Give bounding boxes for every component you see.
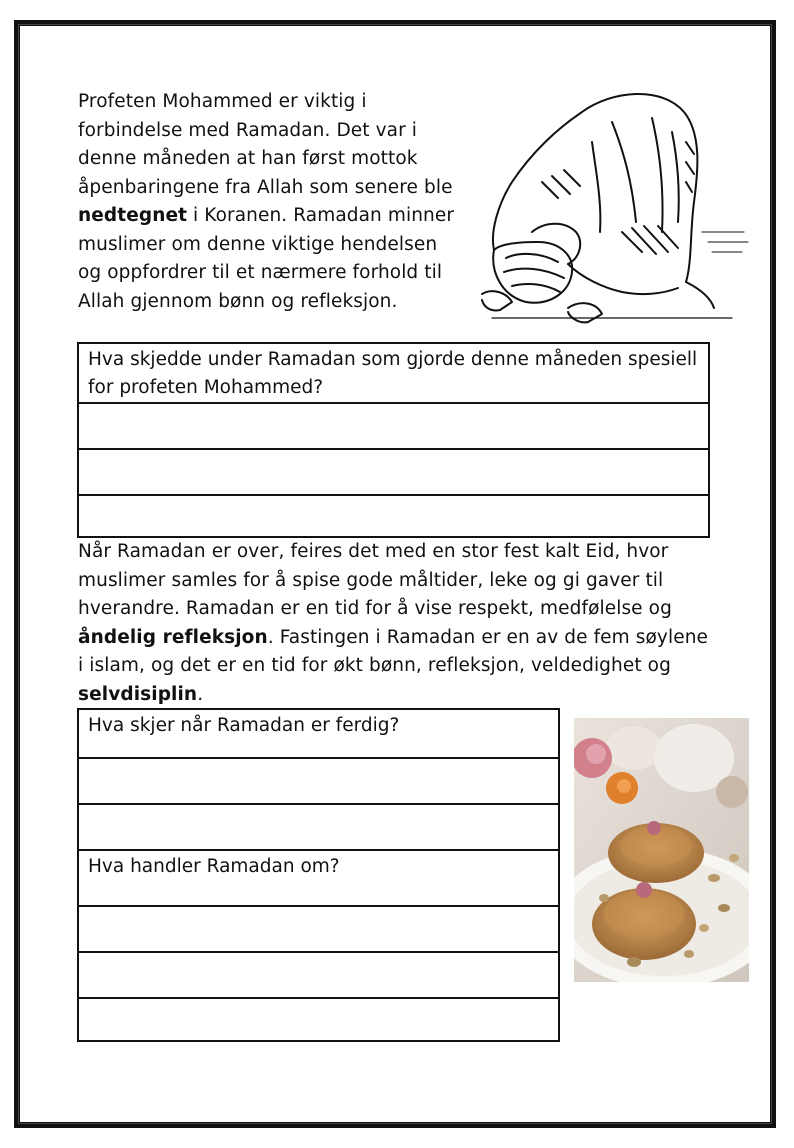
question-text: Hva skjedde under Ramadan som gjorde denne måneden spesiell for profeten Mohammed? [88, 349, 698, 398]
question-row [79, 344, 708, 402]
question-row [79, 849, 558, 905]
dessert-photo [574, 718, 749, 982]
answer-line[interactable] [79, 951, 558, 997]
answer-line[interactable] [79, 494, 708, 536]
question-text: Hva skjer når Ramadan er ferdig? [88, 715, 400, 736]
question-text: Hva handler Ramadan om? [88, 856, 340, 877]
praying-man-illustration [472, 82, 752, 340]
question-box-1 [77, 342, 710, 538]
bold-term: nedtegnet [78, 205, 188, 226]
answer-line[interactable] [79, 997, 558, 1042]
bold-term: selvdisiplin [78, 683, 198, 705]
bold-term: åndelig refleksjon [78, 626, 268, 648]
answer-line[interactable] [79, 757, 558, 803]
eid-paragraph: Når Ramadan er over, feires det med en stor fest kalt Eid, hvor muslimer samles for å spise gode måltider, leke og gi gaver til hverandre. Ramadan er en tid for å vise respekt, medfølelse og åndelig refleksjon. Fastingen i Ramadan er en av de fem søylene i islam, og det er en tid for økt bønn, refleksjon, veldedighet og selvdisiplin. [78, 541, 708, 705]
intro-paragraph: Profeten Mohammed er viktig i forbindelse med Ramadan. Det var i denne måneden at han først mottok åpenbaringene fra Allah som senere ble nedtegnet i Koranen. Ramadan minner muslimer om denne viktige hendelsen og oppfordrer til et nærmere forhold til Allah gjennom bønn og refleksjon. [78, 91, 455, 312]
answer-line[interactable] [79, 448, 708, 494]
answer-line[interactable] [79, 803, 558, 849]
answer-line[interactable] [79, 905, 558, 951]
question-row [79, 710, 558, 757]
question-box-2 [77, 708, 560, 1042]
answer-line[interactable] [79, 402, 708, 448]
